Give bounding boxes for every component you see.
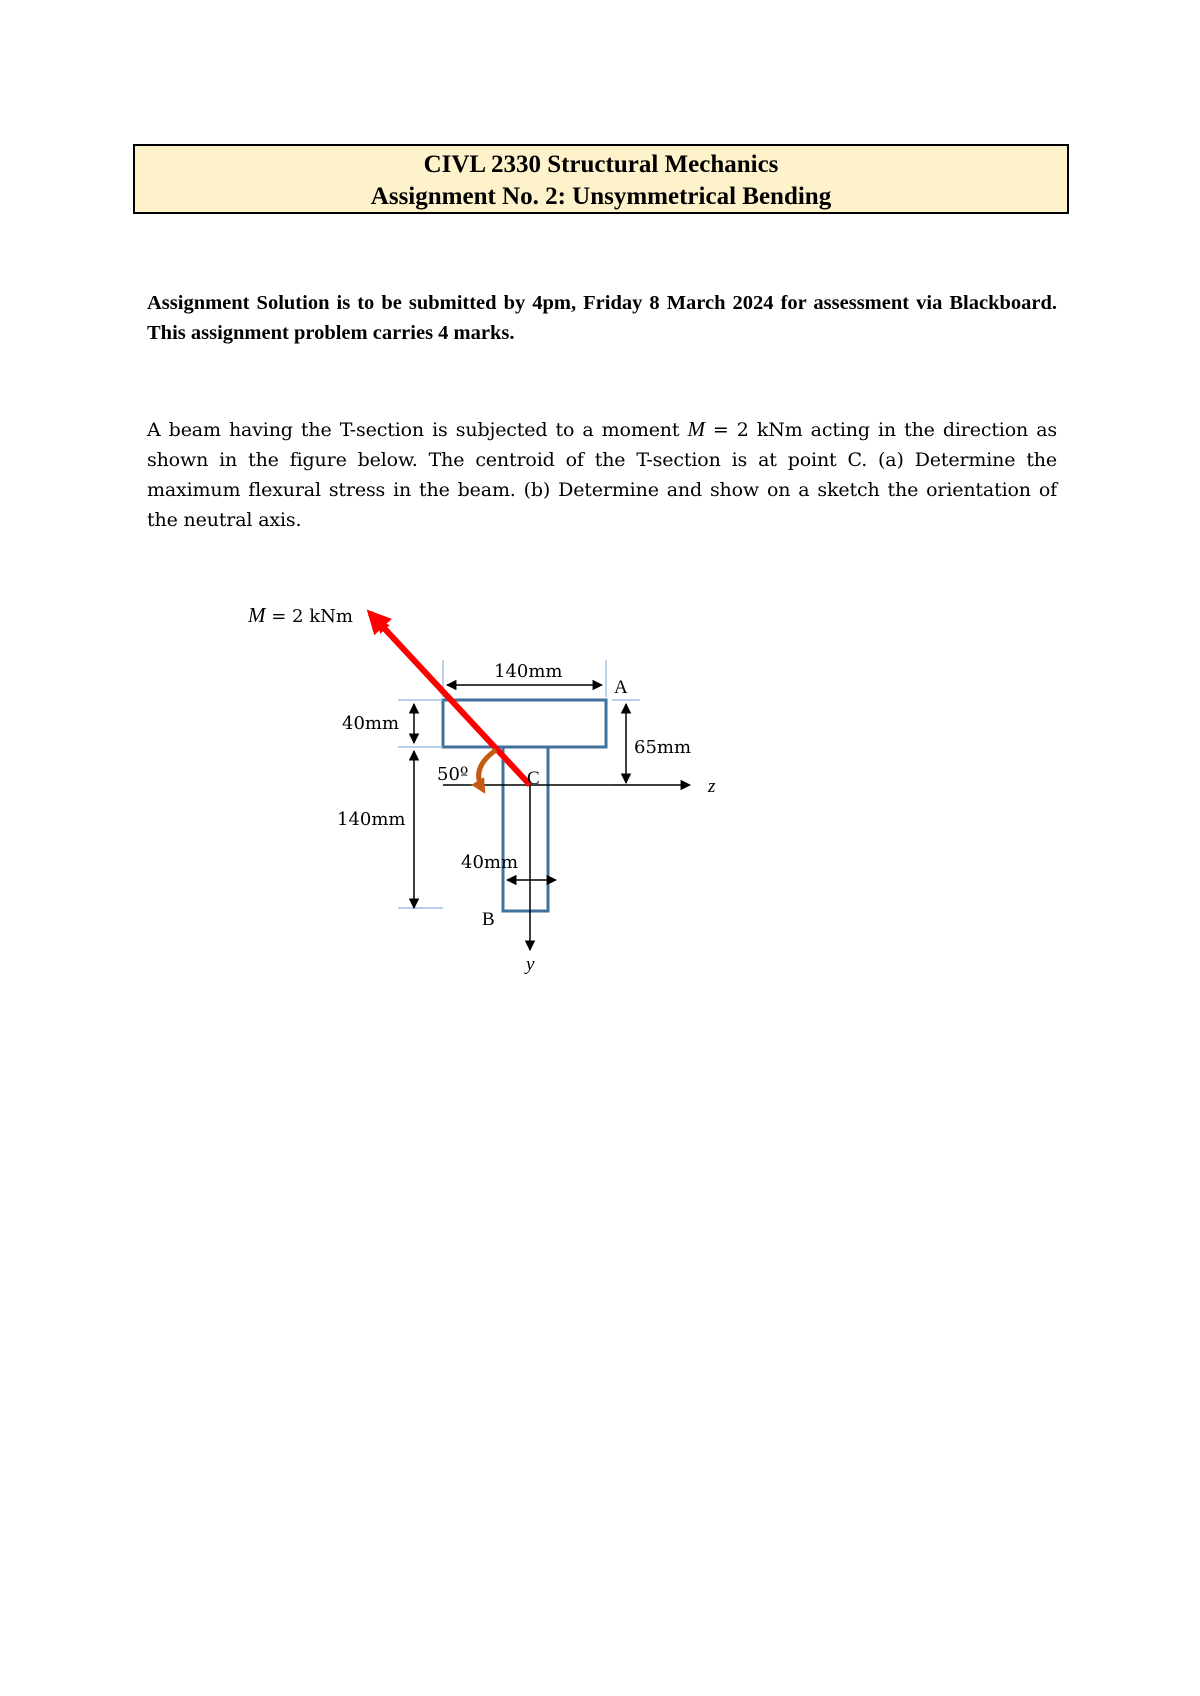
extension-lines bbox=[398, 660, 640, 908]
angle-arc bbox=[479, 750, 496, 790]
flange-outline bbox=[443, 700, 606, 747]
point-c-label: C bbox=[527, 768, 540, 789]
z-axis-label: z bbox=[708, 776, 716, 797]
course-title: CIVL 2330 Structural Mechanics bbox=[423, 151, 779, 178]
flange-thickness-label: 40mm bbox=[342, 713, 400, 734]
y-axis-label: y bbox=[526, 954, 535, 975]
flange-width-label: 140mm bbox=[494, 661, 563, 682]
problem-text-part1: A beam having the T-section is subjected to a moment bbox=[147, 419, 688, 441]
point-b-label: B bbox=[482, 909, 495, 930]
point-a-label: A bbox=[614, 677, 628, 698]
problem-text-part2: = 2 kNm acting in the direction as shown in the figure below. The centroid of the T-section is at point C. (a) Determine the maximum flexural stress in the beam. (b) Determine and show on a sketch the orientation of the neutral axis. bbox=[147, 419, 1057, 531]
web-height-label: 140mm bbox=[337, 809, 406, 830]
angle-label: 50º bbox=[437, 764, 469, 785]
moment-double-arrow bbox=[378, 622, 410, 656]
web-outline bbox=[503, 747, 548, 911]
moment-label: M = 2 kNm bbox=[248, 603, 353, 627]
moment-variable: M bbox=[687, 417, 705, 441]
centroid-depth-label: 65mm bbox=[634, 737, 692, 758]
deadline-text: Assignment Solution is to be submitted by 4pm, Friday 8 March 2024 for assessment via Blackboard. This assignment problem carries 4 marks. bbox=[147, 292, 1057, 344]
web-width-label: 40mm bbox=[461, 852, 519, 873]
assignment-title: Assignment No. 2: Unsymmetrical Bending bbox=[370, 183, 832, 210]
